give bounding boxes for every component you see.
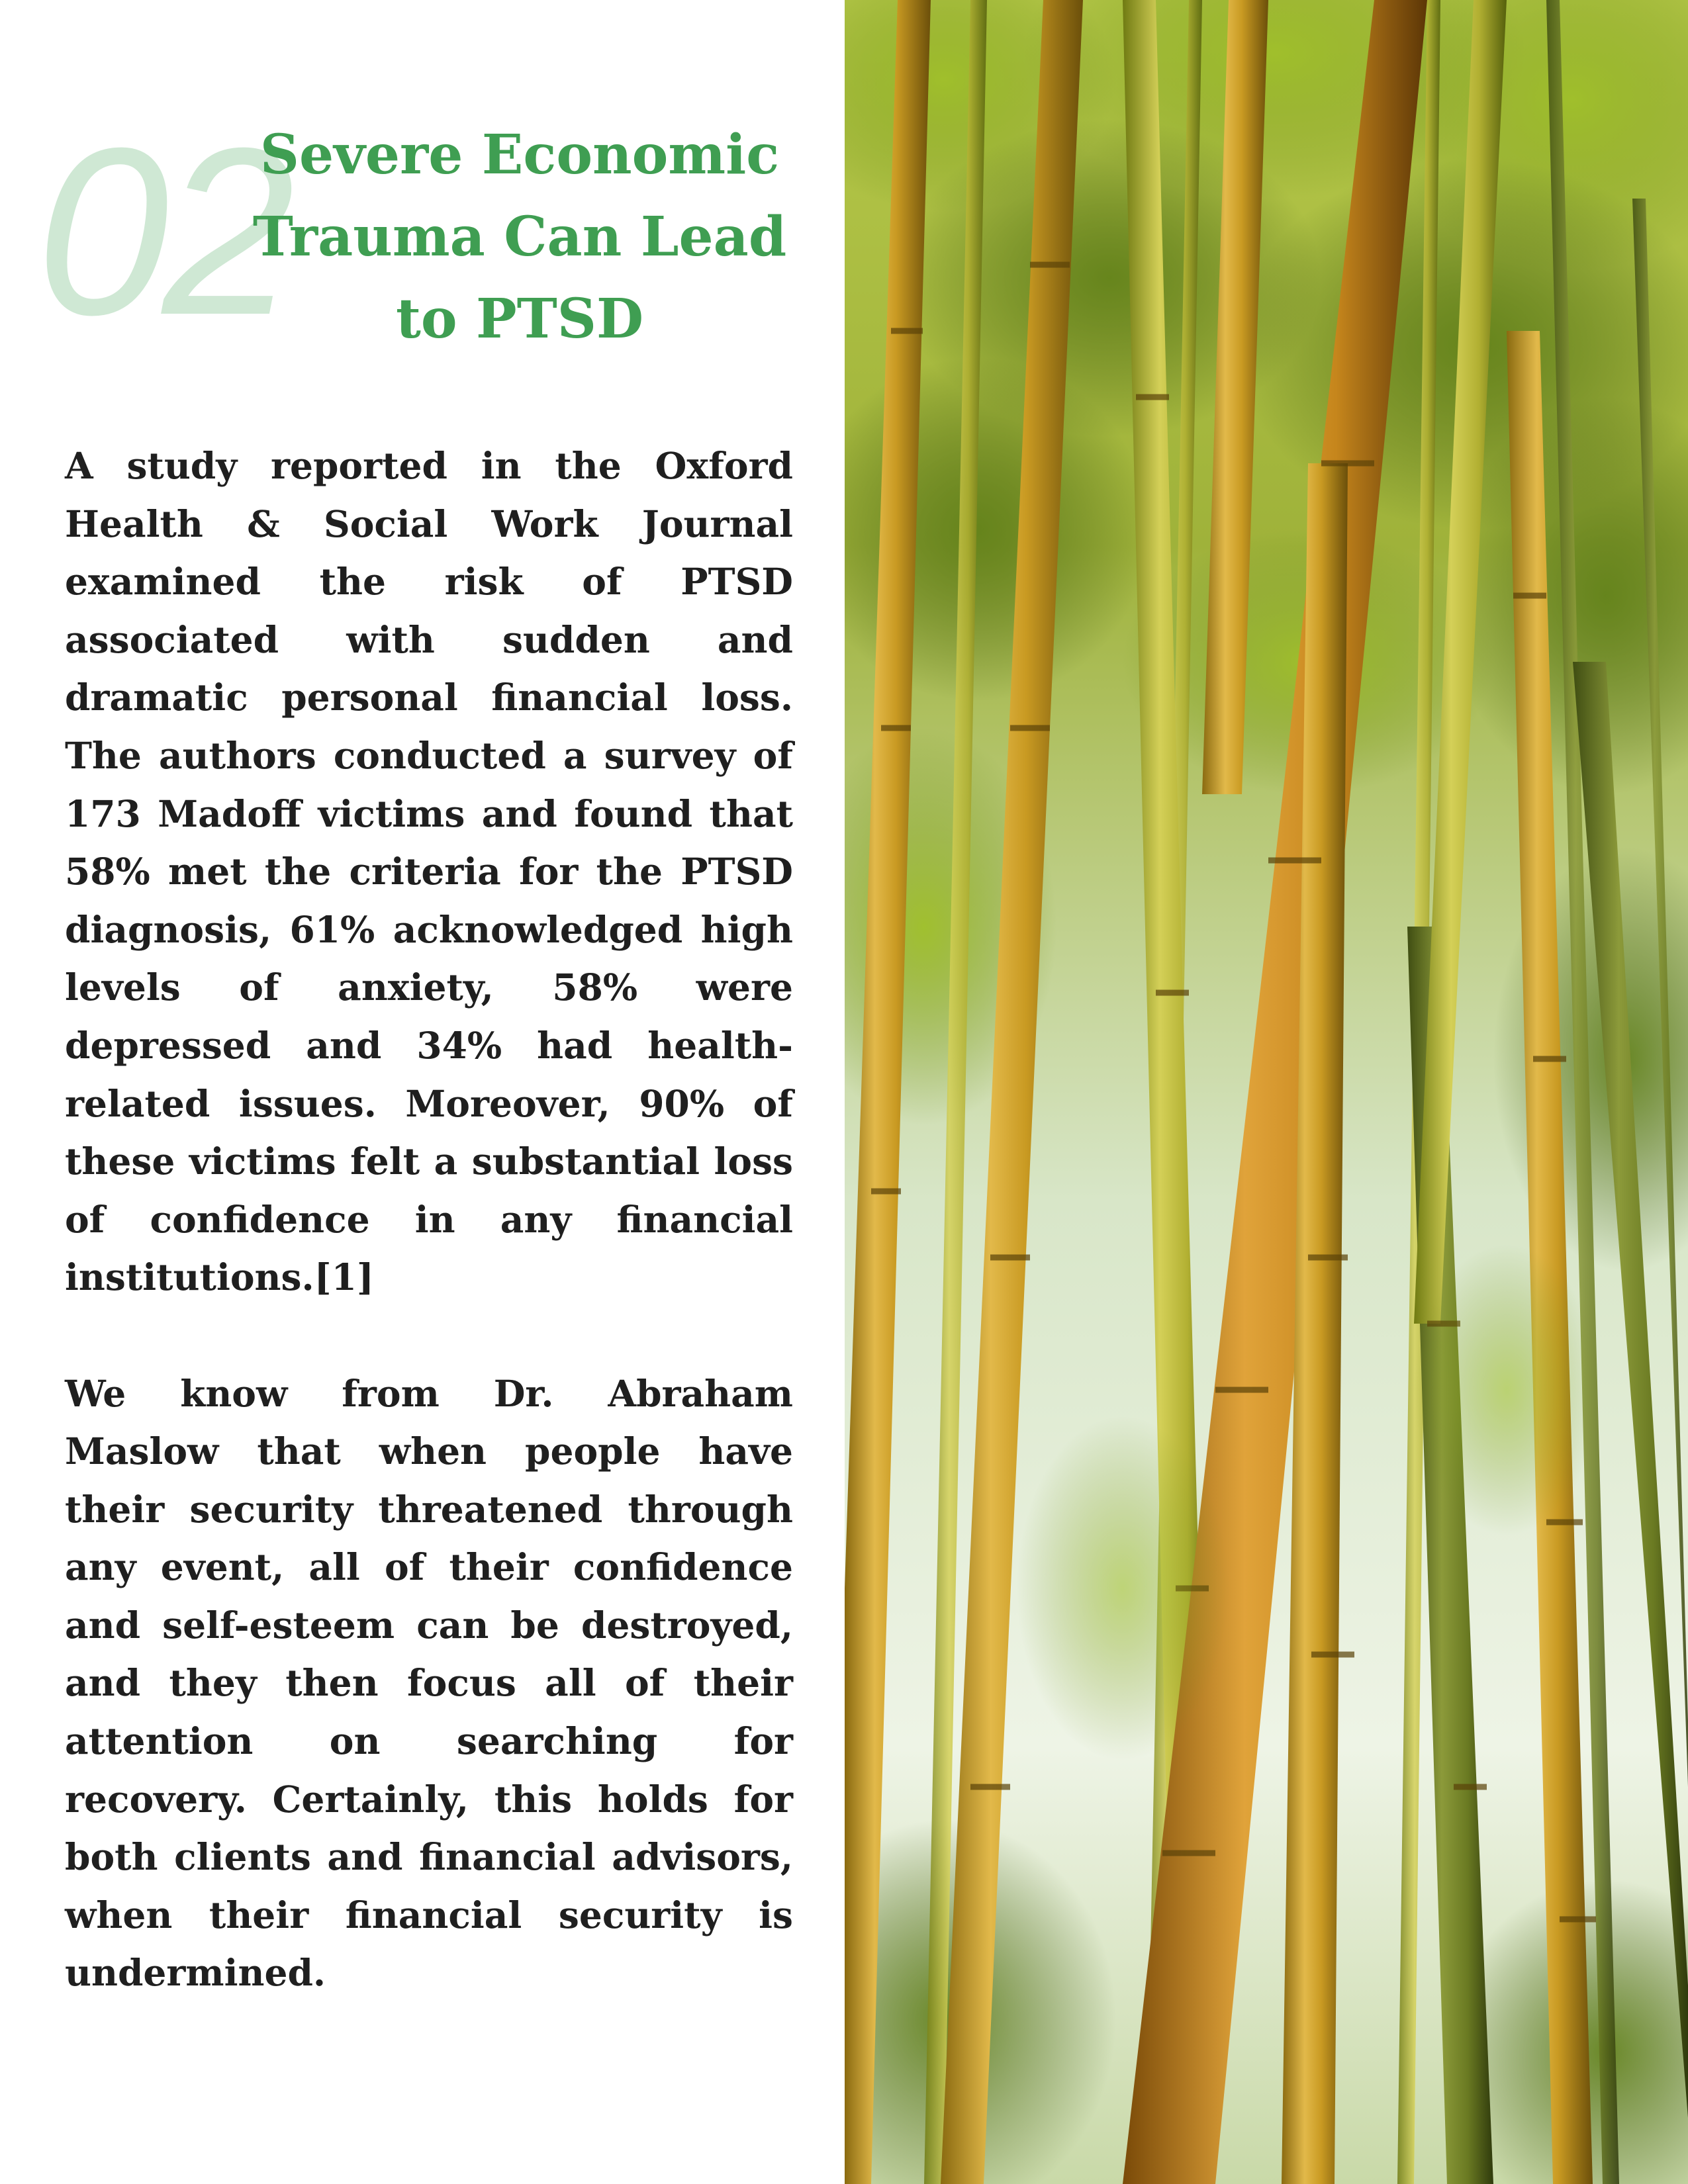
section-number: 02 (36, 99, 289, 365)
bamboo-photo (845, 0, 1688, 2184)
paragraph-study: A study reported in the Oxford Health & Social Work Journal examined the risk of PTSD associated with sudden and dramatic personal financial loss. The authors conducted a survey of 173 Madoff victims and found that 58% met the criteria for the PTSD diagnosis, 61% acknowledged high levels of anxiety, 58% were depressed and 34% had health-related issues. Moreover, 90% of these victims felt a substantial loss of confidence in any financial institutions.[1] (65, 444, 793, 1299)
body-copy (65, 437, 793, 2002)
page-title: Severe Economic Trauma Can Lead to PTSD (252, 123, 787, 351)
paragraph-maslow: We know from Dr. Abraham Maslow that when people have their security threatened through any event, all of their confidence and self-esteem can be destroyed, and they then focus all of their attention on searching for recovery. Certainly, this holds for both clients and financial advisors, when their financial security is undermined. (65, 1371, 793, 1995)
